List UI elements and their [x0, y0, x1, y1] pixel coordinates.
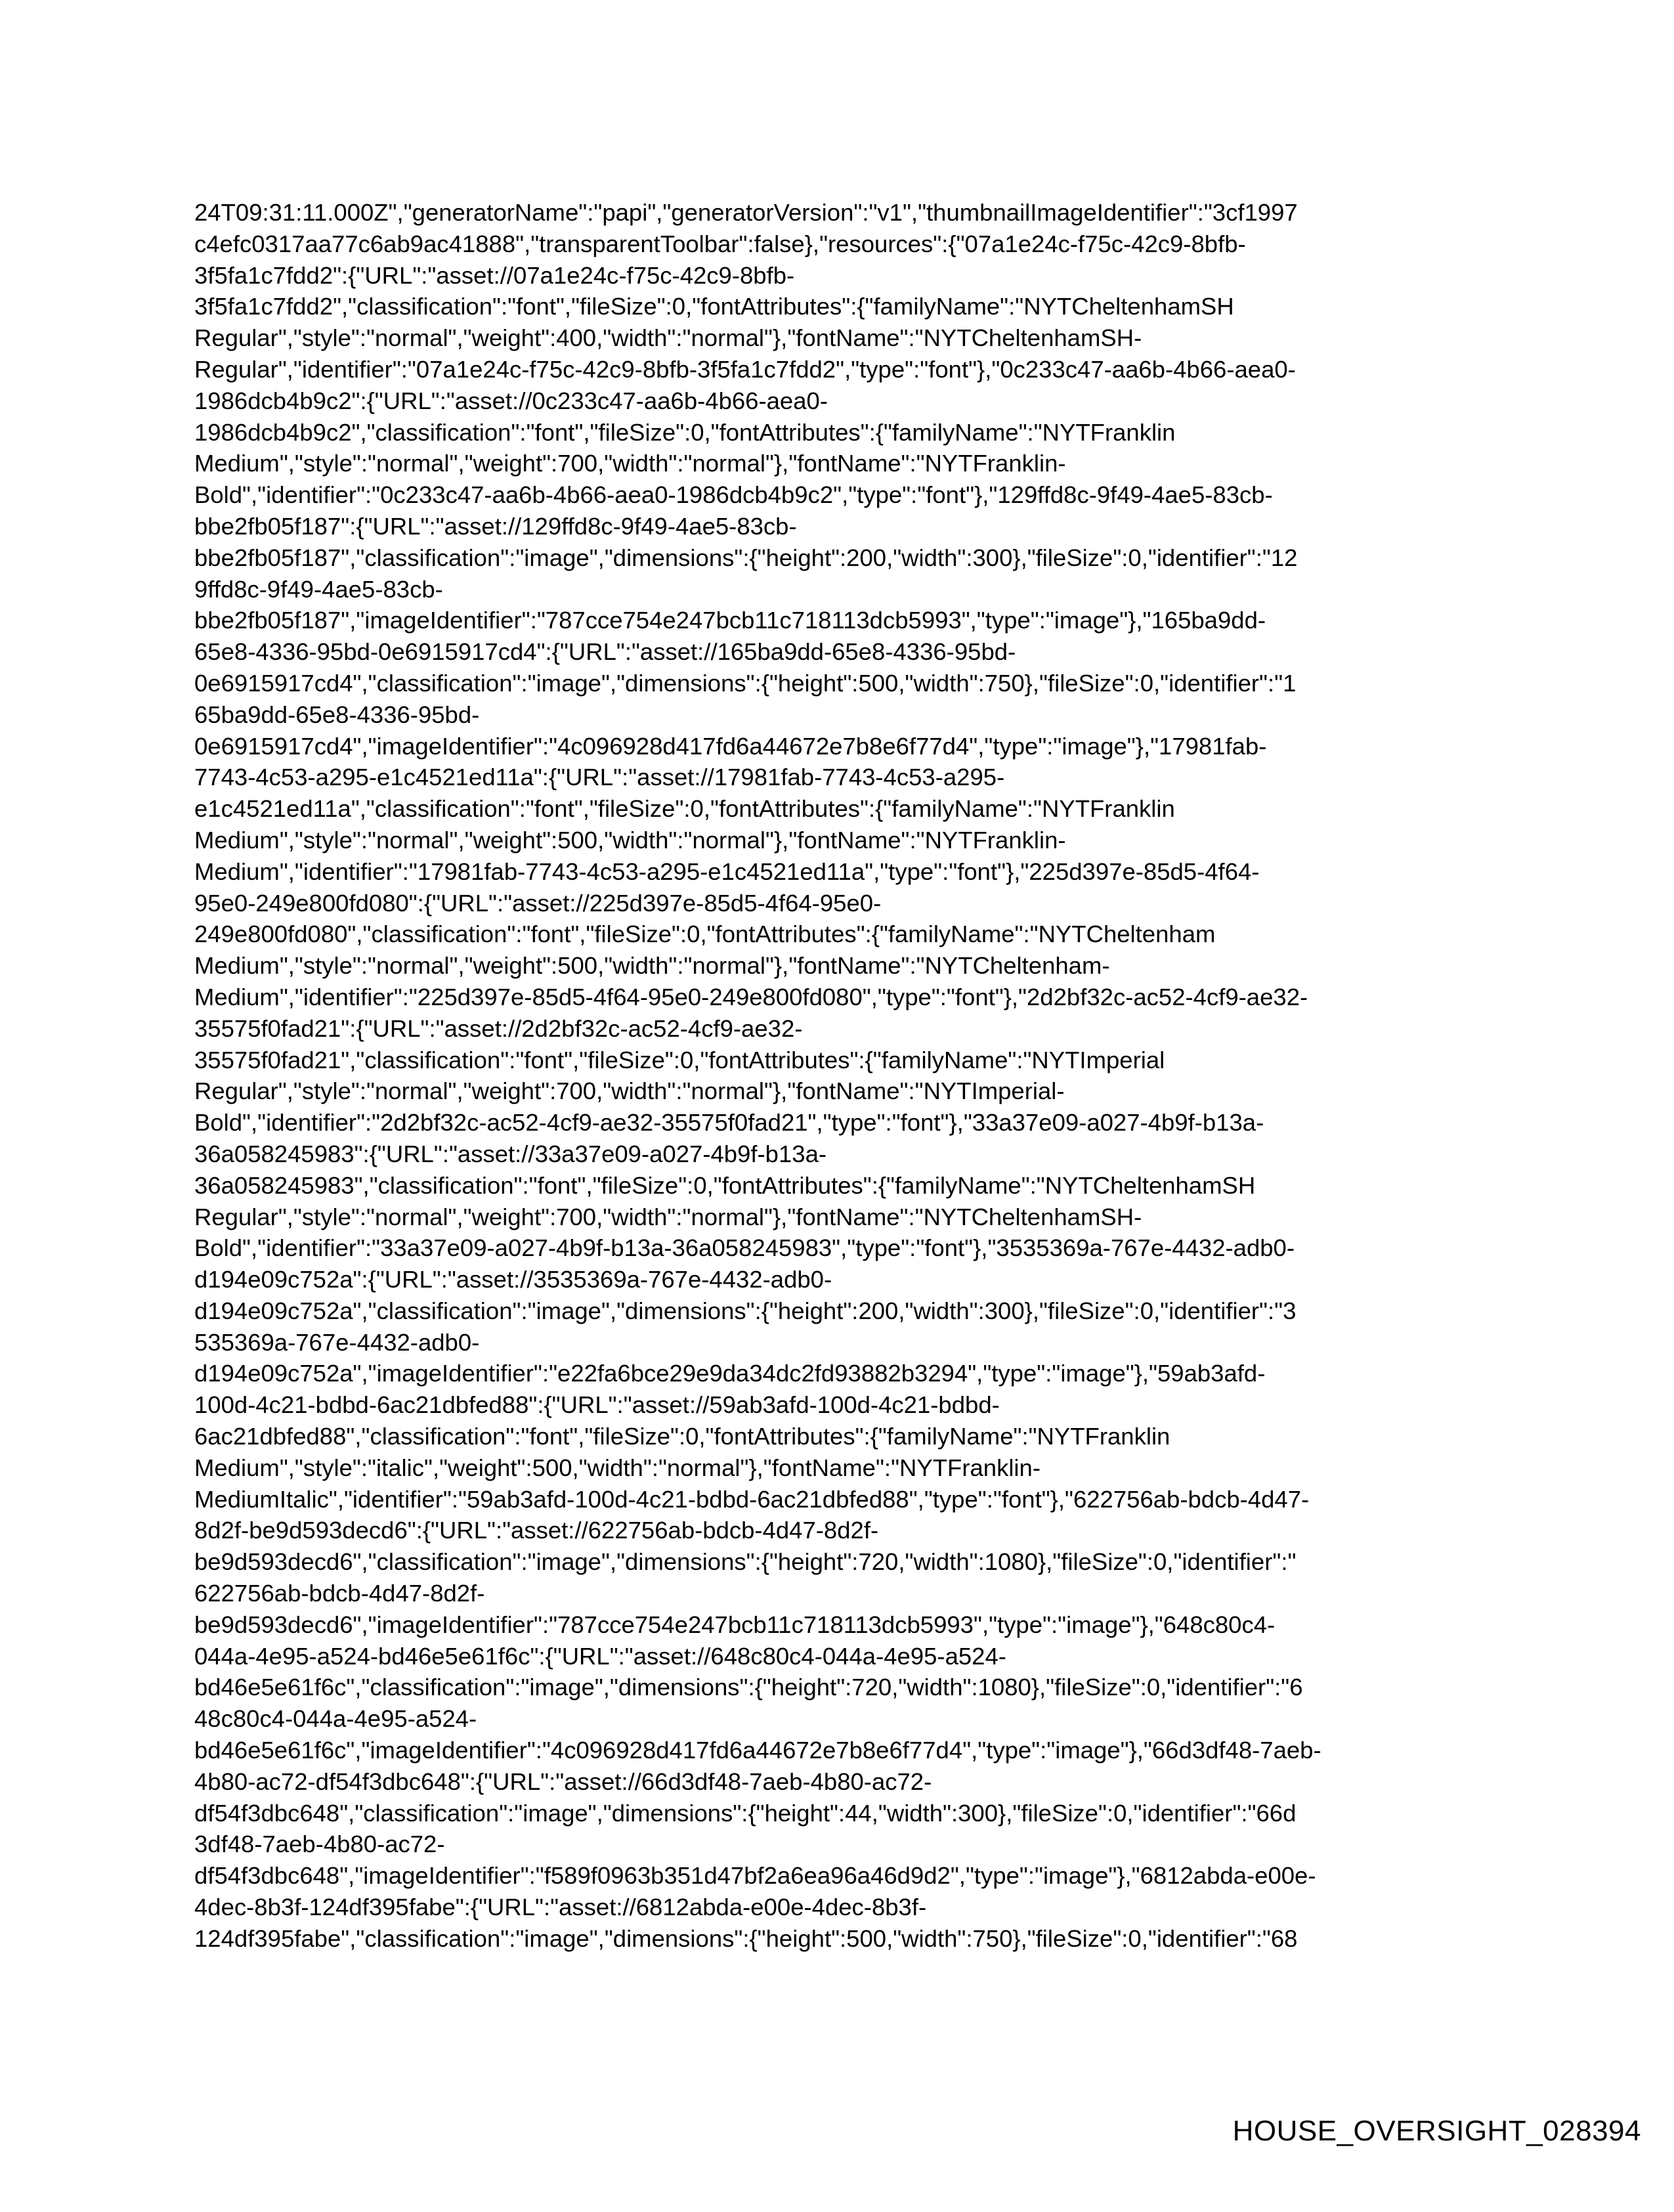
text-line: c4efc0317aa77c6ab9ac41888","transparentToolbar":false},"resources":{"07a1e24c-f75c-42c9-8bfb- [194, 230, 1246, 257]
text-line: Bold","identifier":"33a37e09-a027-4b9f-b13a-36a058245983","type":"font"},"3535369a-767e-4432-adb0- [194, 1234, 1295, 1262]
text-line: Regular","style":"normal","weight":400,"width":"normal"},"fontName":"NYTCheltenhamSH- [194, 324, 1142, 352]
bates-number: HOUSE_OVERSIGHT_028394 [1232, 2115, 1641, 2147]
text-line: 100d-4c21-bdbd-6ac21dbfed88":{"URL":"asset://59ab3afd-100d-4c21-bdbd- [194, 1391, 1000, 1419]
text-line: Medium","style":"normal","weight":700,"width":"normal"},"fontName":"NYTFranklin- [194, 450, 1066, 477]
text-line: 622756ab-bdcb-4d47-8d2f- [194, 1580, 485, 1607]
text-line: d194e09c752a","imageIdentifier":"e22fa6bce29e9da34dc2fd93882b3294","type":"image"},"59ab3afd- [194, 1360, 1266, 1387]
text-line: 7743-4c53-a295-e1c4521ed11a":{"URL":"asset://17981fab-7743-4c53-a295- [194, 764, 1005, 791]
text-line: bbe2fb05f187","imageIdentifier":"787cce754e247bcb11c718113dcb5993","type":"image"},"165ba9dd- [194, 607, 1266, 634]
text-line: d194e09c752a","classification":"image","dimensions":{"height":200,"width":300},"fileSize":0,"identifier":"3 [194, 1297, 1297, 1324]
text-line: Bold","identifier":"2d2bf32c-ac52-4cf9-ae32-35575f0fad21","type":"font"},"33a37e09-a027-4b9f-b13a- [194, 1109, 1264, 1137]
text-line: 0e6915917cd4","classification":"image","dimensions":{"height":500,"width":750},"fileSize":0,"identifier":"1 [194, 669, 1297, 697]
text-line: be9d593decd6","imageIdentifier":"787cce754e247bcb11c718113dcb5993","type":"image"},"648c80c4- [194, 1611, 1276, 1638]
text-line: 24T09:31:11.000Z","generatorName":"papi","generatorVersion":"v1","thumbnailImageIdentifier":"3cf1997 [194, 199, 1298, 226]
text-line: 3df48-7aeb-4b80-ac72- [194, 1831, 445, 1858]
text-line: Bold","identifier":"0c233c47-aa6b-4b66-aea0-1986dcb4b9c2","type":"font"},"129ffd8c-9f49-4ae5-83cb- [194, 481, 1273, 509]
text-line: 3f5fa1c7fdd2":{"URL":"asset://07a1e24c-f75c-42c9-8bfb- [194, 261, 795, 289]
text-line: bd46e5e61f6c","imageIdentifier":"4c096928d417fd6a44672e7b8e6f77d4","type":"image"},"66d3df48-7aeb- [194, 1737, 1321, 1764]
text-line: Medium","style":"normal","weight":500,"width":"normal"},"fontName":"NYTCheltenham- [194, 952, 1110, 980]
text-line: 9ffd8c-9f49-4ae5-83cb- [194, 575, 443, 603]
text-line: Regular","identifier":"07a1e24c-f75c-42c9-8bfb-3f5fa1c7fdd2","type":"font"},"0c233c47-aa6b-4b66-aea0- [194, 355, 1296, 383]
text-line: 95e0-249e800fd080":{"URL":"asset://225d397e-85d5-4f64-95e0- [194, 889, 882, 917]
text-line: Medium","style":"normal","weight":500,"width":"normal"},"fontName":"NYTFranklin- [194, 826, 1066, 854]
text-line: 35575f0fad21":{"URL":"asset://2d2bf32c-ac52-4cf9-ae32- [194, 1014, 803, 1042]
text-line: d194e09c752a":{"URL":"asset://3535369a-767e-4432-adb0- [194, 1266, 832, 1293]
text-line: Regular","style":"normal","weight":700,"width":"normal"},"fontName":"NYTImperial- [194, 1077, 1065, 1105]
text-line: Regular","style":"normal","weight":700,"width":"normal"},"fontName":"NYTCheltenhamSH- [194, 1203, 1142, 1230]
text-line: MediumItalic","identifier":"59ab3afd-100d-4c21-bdbd-6ac21dbfed88","type":"font"},"622756ab-bdcb-4d47- [194, 1485, 1310, 1513]
text-line: 249e800fd080","classification":"font","fileSize":0,"fontAttributes":{"familyName":"NYTCheltenham [194, 921, 1216, 948]
text-line: 1986dcb4b9c2":{"URL":"asset://0c233c47-aa6b-4b66-aea0- [194, 387, 828, 414]
text-line: 4b80-ac72-df54f3dbc648":{"URL":"asset://66d3df48-7aeb-4b80-ac72- [194, 1767, 932, 1795]
text-line: 6ac21dbfed88","classification":"font","fileSize":0,"fontAttributes":{"familyName":"NYTFranklin [194, 1423, 1170, 1450]
text-line: 36a058245983","classification":"font","fileSize":0,"fontAttributes":{"familyName":"NYTCheltenhamSH [194, 1171, 1256, 1199]
text-line: 8d2f-be9d593decd6":{"URL":"asset://622756ab-bdcb-4d47-8d2f- [194, 1517, 879, 1544]
text-line: df54f3dbc648","imageIdentifier":"f589f0963b351d47bf2a6ea96a46d9d2","type":"image"},"6812abda-e00e- [194, 1862, 1316, 1890]
text-line: Medium","style":"italic","weight":500,"width":"normal"},"fontName":"NYTFranklin- [194, 1454, 1041, 1481]
text-line: be9d593decd6","classification":"image","dimensions":{"height":720,"width":1080},"fileSize":0,"identifier":" [194, 1548, 1297, 1576]
text-line: e1c4521ed11a","classification":"font","fileSize":0,"fontAttributes":{"familyName":"NYTFranklin [194, 795, 1175, 823]
text-line: 65ba9dd-65e8-4336-95bd- [194, 701, 480, 728]
text-line: 4dec-8b3f-124df395fabe":{"URL":"asset://6812abda-e00e-4dec-8b3f- [194, 1894, 927, 1921]
text-line: 3f5fa1c7fdd2","classification":"font","fileSize":0,"fontAttributes":{"familyName":"NYTCheltenhamSH [194, 293, 1234, 320]
text-line: 124df395fabe","classification":"image","dimensions":{"height":500,"width":750},"fileSize":0,"identifier":"68 [194, 1924, 1298, 1952]
text-line: df54f3dbc648","classification":"image","dimensions":{"height":44,"width":300},"fileSize":0,"identifier":"66d [194, 1799, 1297, 1827]
text-line: Medium","identifier":"225d397e-85d5-4f64-95e0-249e800fd080","type":"font"},"2d2bf32c-ac52-4cf9-ae32- [194, 983, 1308, 1010]
text-line: 044a-4e95-a524-bd46e5e61f6c":{"URL":"asset://648c80c4-044a-4e95-a524- [194, 1642, 1006, 1670]
text-line: 0e6915917cd4","imageIdentifier":"4c096928d417fd6a44672e7b8e6f77d4","type":"image"},"17981fab- [194, 732, 1267, 760]
text-line: bbe2fb05f187":{"URL":"asset://129ffd8c-9f49-4ae5-83cb- [194, 512, 797, 540]
text-line: 35575f0fad21","classification":"font","fileSize":0,"fontAttributes":{"familyName":"NYTImperial [194, 1046, 1165, 1073]
text-line: 1986dcb4b9c2","classification":"font","fileSize":0,"fontAttributes":{"familyName":"NYTFranklin [194, 418, 1176, 446]
text-line: 65e8-4336-95bd-0e6915917cd4":{"URL":"asset://165ba9dd-65e8-4336-95bd- [194, 638, 1016, 666]
text-line: 535369a-767e-4432-adb0- [194, 1328, 480, 1356]
text-line: Medium","identifier":"17981fab-7743-4c53-a295-e1c4521ed11a","type":"font"},"225d397e-85d5-4f64- [194, 857, 1260, 885]
text-line: 36a058245983":{"URL":"asset://33a37e09-a027-4b9f-b13a- [194, 1140, 827, 1167]
text-line: 48c80c4-044a-4e95-a524- [194, 1705, 477, 1733]
text-line: bbe2fb05f187","classification":"image","dimensions":{"height":200,"width":300},"fileSize":0,"identifier":"12 [194, 544, 1298, 571]
json-text-block [194, 197, 1481, 1955]
text-line: bd46e5e61f6c","classification":"image","dimensions":{"height":720,"width":1080},"fileSize":0,"identifier":"6 [194, 1674, 1303, 1701]
